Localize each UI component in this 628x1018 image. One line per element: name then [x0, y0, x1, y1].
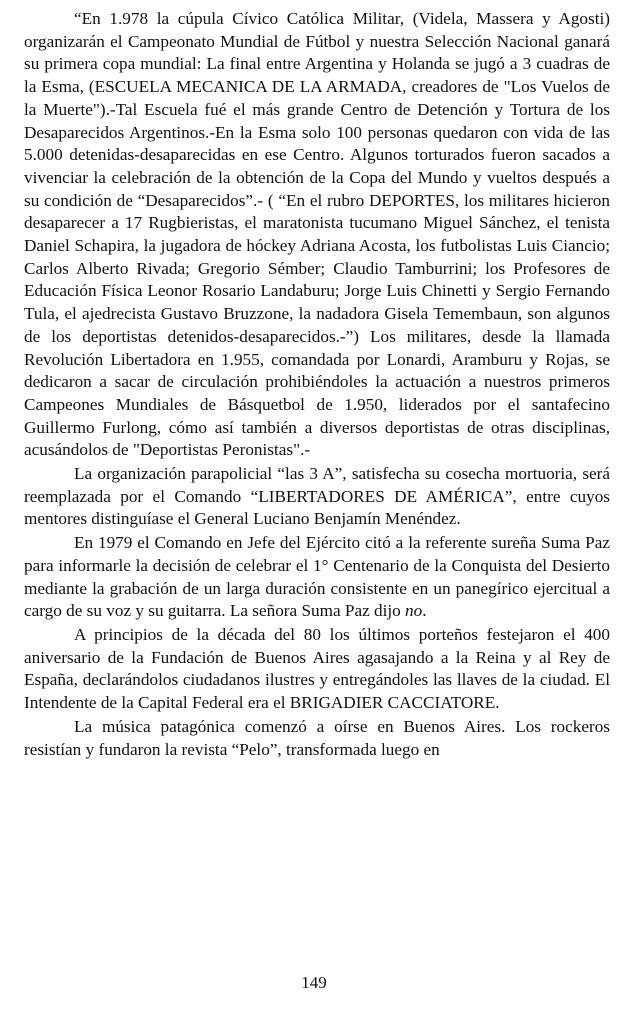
page-number: 149: [301, 973, 327, 992]
paragraph-mundial-1978: “En 1.978 la cúpula Cívico Católica Militar, (Videla, Massera y Agosti) organizarán el Campeonato Mundial de Fútbol y nuestra Selección Nacional ganará su primera copa mundial: La final entre Argentina y Holanda se jugó a 3 cuadras de la Esma, (ESCUELA MECANICA DE LA ARMADA, creadores de "Los Vuelos de la Muerte").-Tal Escuela fué el más grande Centro de Detención y Tortura de los Desaparecidos Argentinos.-En la Esma solo 100 personas quedaron con vida de las 5.000 detenidas-desaparecidas en ese Centro. Algunos torturados fueron sacados a vivenciar la celebración de la obtención de la Copa del Mundo y vueltos después a su condición de “Desaparecidos”.- ( “En el rubro DEPORTES, los militares hicieron desaparecer a 17 Rugbieristas, el maratonista tucumano Miguel Sánchez, el tenista Daniel Schapira, la jugadora de hóckey Adriana Acosta, los futbolistas Luis Ciancio; Carlos Alberto Rivada; Gregorio Sémber; Claudio Tamburrini; los Profesores de Educación Física Leonor Rosario Landaburu; Jorge Luis Chinetti y Sergio Fernando Tula, el ajedrecista Gustavo Bruzzone, la nadadora Gisela Temembaun, son algunos de los deportistas detenidos-desaparecidos.-”) Los militares, desde la llamada Revolución Libertadora en 1.955, comandada por Lonardi, Aramburu y Rojas, se dedicaron a sacar de circulación prohibiéndoles la actuación a nuestros primeros Campeones Mundiales de Básquetbol de 1.950, liderados por el santafecino Guillermo Furlong, cómo así también a diversos deportistas de otras disciplinas, acusándolos de "Deportistas Peronistas".-: [24, 9, 610, 460]
page-body: [24, 8, 610, 761]
paragraph-triple-a: La organización parapolicial “las 3 A”, satisfecha su cosecha mortuoria, será reemplazada por el Comando “LIBERTADORES DE AMÉRICA”, entre cuyos mentores distinguíase el General Luciano Benjamín Menéndez.: [24, 464, 610, 529]
suma-paz-text: En 1979 el Comando en Jefe del Ejército citó a la referente sureña Suma Paz para informarle la decisión de celebrar el 1° Centenario de la Conquista del Desierto mediante la grabación de un larga duración consistente en un panegírico ejercitual a cargo de su voz y su guitarra. La señora Suma Paz dijo: [24, 533, 610, 621]
paragraph-buenos-aires-400: A principios de la década del 80 los últimos porteños festejaron el 400 aniversario de la Fundación de Buenos Aires agasajando a la Reina y al Rey de España, declarándolos ciudadanos ilustres y entregándoles las llaves de la ciudad. El Intendente de la Capital Federal era el BRIGADIER CACCIATORE.: [24, 624, 610, 713]
emphasis-no: no: [405, 601, 423, 621]
paragraph-musica-patagonica: La música patagónica comenzó a oírse en Buenos Aires. Los rockeros resistían y fundaron la revista “Pelo”, transformada luego en: [24, 716, 610, 759]
suma-paz-end: .: [422, 601, 427, 621]
paragraph-suma-paz: [24, 532, 610, 623]
